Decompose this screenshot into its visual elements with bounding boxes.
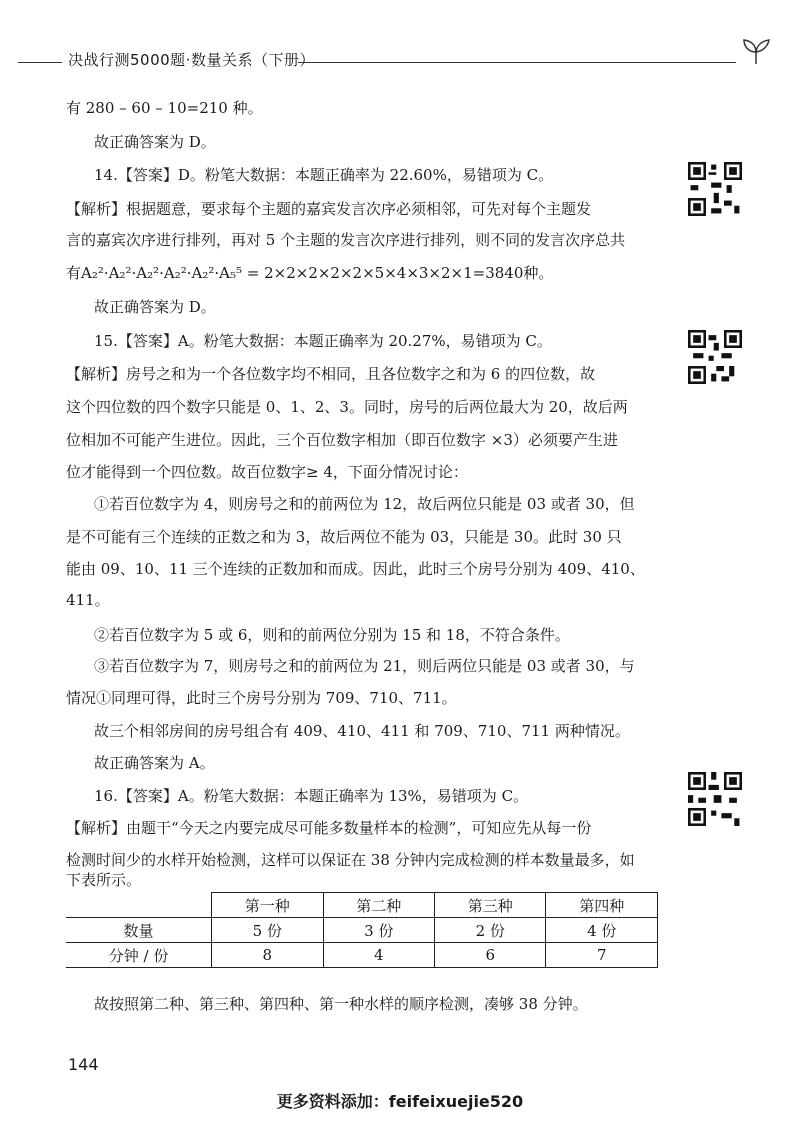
table-header-cell: 第二种 xyxy=(323,893,434,918)
table-cell: 分钟 / 份 xyxy=(66,943,212,968)
table-header-cell xyxy=(66,893,212,918)
text-line: 有 280 – 60 – 10=210 种。 xyxy=(66,99,263,117)
q16-analysis-line: 【解析】由题干“今天之内要完成尽可能多数量样本的检测”，可知应先从每一份 xyxy=(66,819,592,837)
header-rule-left xyxy=(18,62,62,63)
table-header-cell: 第三种 xyxy=(435,893,546,918)
table-cell: 3 份 xyxy=(323,918,434,943)
table-header-cell: 第一种 xyxy=(212,893,323,918)
table-header-cell: 第四种 xyxy=(546,893,658,918)
text-line: 是不可能有三个连续的正数之和为 3，故后两位不能为 03，只能是 30。此时 30 只 xyxy=(66,528,622,546)
text-line: 411。 xyxy=(66,591,110,609)
sample-table xyxy=(66,892,658,968)
page-number: 144 xyxy=(68,1055,99,1074)
sprout-icon xyxy=(736,36,776,66)
table-cell: 2 份 xyxy=(435,918,546,943)
q15-answer-line: 15.【答案】A。粉笔大数据：本题正确率为 20.27%，易错项为 C。 xyxy=(94,332,552,350)
qr-code-icon[interactable] xyxy=(688,162,742,216)
text-line: 言的嘉宾次序进行排列，再对 5 个主题的发言次序进行排列，则不同的发言次序总共 xyxy=(66,231,626,249)
q14-analysis-line: 【解析】根据题意，要求每个主题的嘉宾发言次序必须相邻，可先对每个主题发 xyxy=(66,200,592,218)
q15-analysis-line: 【解析】房号之和为一个各位数字均不相同，且各位数字之和为 6 的四位数，故 xyxy=(66,365,596,383)
table-cell: 8 xyxy=(212,943,323,968)
text-line: ①若百位数字为 4，则房号之和的前两位为 12，故后两位只能是 03 或者 30，但 xyxy=(94,495,635,513)
formula-line: 有A₂²·A₂²·A₂²·A₂²·A₂²·A₅⁵ = 2×2×2×2×2×5×4×3×2×1=3840种。 xyxy=(66,264,554,282)
header-rule-right xyxy=(298,62,736,63)
qr-code-icon[interactable] xyxy=(688,330,742,384)
q16-answer-line: 16.【答案】A。粉笔大数据：本题正确率为 13%，易错项为 C。 xyxy=(94,787,529,805)
conclusion-line: 故按照第二种、第三种、第四种、第一种水样的顺序检测，凑够 38 分钟。 xyxy=(94,995,588,1013)
text-line: 故正确答案为 D。 xyxy=(94,133,216,151)
table-row xyxy=(66,943,658,968)
text-line: ②若百位数字为 5 或 6，则和的前两位分别为 15 和 18，不符合条件。 xyxy=(94,626,570,644)
table-header-row xyxy=(66,893,658,918)
text-line: 检测时间少的水样开始检测，这样可以保证在 38 分钟内完成检测的样本数量最多，如 xyxy=(66,851,635,869)
text-line: 情况①同理可得，此时三个房号分别为 709、710、711。 xyxy=(66,689,457,707)
table-cell: 6 xyxy=(435,943,546,968)
running-header-title: 决战行测5000题·数量关系（下册） xyxy=(68,51,315,69)
text-line: 故正确答案为 D。 xyxy=(94,298,216,316)
table-row xyxy=(66,918,658,943)
table-cell: 5 份 xyxy=(212,918,323,943)
text-line: 能由 09、10、11 三个连续的正数加和而成。因此，此时三个房号分别为 409、410、 xyxy=(66,560,645,578)
text-line: 故三个相邻房间的房号组合有 409、410、411 和 709、710、711 两种情况。 xyxy=(94,722,630,740)
table-cell: 4 份 xyxy=(546,918,658,943)
table-cell: 7 xyxy=(546,943,658,968)
text-line: 这个四位数的四个数字只能是 0、1、2、3。同时，房号的后两位最大为 20，故后两 xyxy=(66,398,628,416)
footer-note: 更多资料添加：feifeixuejie520 xyxy=(276,1092,524,1111)
text-line: 位相加不可能产生进位。因此，三个百位数字相加（即百位数字 ×3）必须要产生进 xyxy=(66,431,618,449)
table-cell: 4 xyxy=(323,943,434,968)
qr-code-icon[interactable] xyxy=(688,772,742,826)
q14-answer-line: 14.【答案】D。粉笔大数据：本题正确率为 22.60%，易错项为 C。 xyxy=(94,166,554,184)
text-line: ③若百位数字为 7，则房号之和的前两位为 21，则后两位只能是 03 或者 30，与 xyxy=(94,657,635,675)
text-line: 下表所示。 xyxy=(66,871,142,889)
table-cell: 数量 xyxy=(66,918,212,943)
text-line: 位才能得到一个四位数。故百位数字≥ 4，下面分情况讨论： xyxy=(66,463,468,481)
text-line: 故正确答案为 A。 xyxy=(94,754,215,772)
